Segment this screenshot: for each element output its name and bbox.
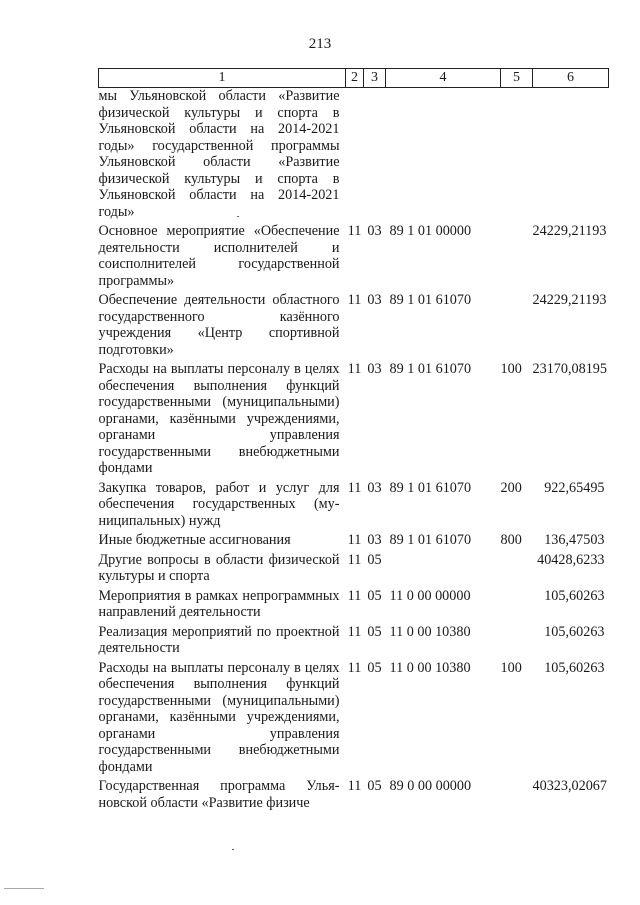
- row-name: Обеспечение деятельности областного государственного казённого учреждения «Центр спортивной подготовки»: [98, 292, 340, 358]
- row-expense-type: 100: [500, 361, 522, 377]
- row-amount: [533, 88, 609, 224]
- row-name: Государственная программа Ульяновской области «Развитие физиче: [98, 778, 340, 811]
- row-expense-type: [501, 552, 533, 588]
- column-header-target-code: 4: [386, 69, 501, 88]
- row-amount: 23170,08195: [532, 361, 607, 377]
- row-section: 11: [347, 659, 362, 676]
- row-expense-type: [501, 292, 533, 361]
- table-row: [99, 361, 609, 480]
- table-row: [99, 532, 609, 552]
- row-subsection: 03: [367, 479, 382, 496]
- row-name: Расходы на выплаты персоналу в целях обеспечения выполнения функций государственными (муниципальными) органами, казёнными учреждениями, органами управления государственными внебюджетными фондами: [98, 361, 340, 476]
- scan-edge-mark: [4, 888, 44, 889]
- table-row: [99, 223, 609, 292]
- row-name: Реализация мероприятий по проектной деятельности: [98, 623, 340, 656]
- row-subsection: 03: [367, 532, 382, 548]
- row-target-code: 89 1 01 61070: [389, 361, 472, 377]
- row-amount: 105,60263: [544, 623, 605, 640]
- row-section: [346, 88, 364, 224]
- row-amount: 105,60263: [544, 587, 605, 604]
- row-section: 11: [347, 551, 362, 568]
- table-row: [99, 88, 609, 224]
- row-amount: 922,65495: [544, 479, 605, 496]
- table-body: [99, 88, 609, 815]
- row-amount: 24229,21193: [532, 223, 607, 239]
- row-name: Закупка товаров, работ и услуг для обеспечения государственных (муниципальных) нужд: [98, 479, 340, 529]
- row-amount: 24229,21193: [532, 292, 607, 308]
- row-expense-type: [501, 88, 533, 224]
- row-section: 11: [347, 623, 362, 640]
- column-header-amount: 6: [533, 69, 609, 88]
- row-expense-type: 100: [500, 659, 522, 676]
- row-subsection: 05: [367, 587, 382, 604]
- row-target-code: [386, 552, 501, 588]
- row-target-code: 11 0 00 00000: [389, 587, 471, 604]
- row-section: 11: [347, 587, 362, 604]
- scan-speck: [237, 216, 239, 217]
- row-subsection: 05: [367, 659, 382, 676]
- table-row: [99, 480, 609, 533]
- row-expense-type: [501, 624, 533, 660]
- column-header-subsection: 3: [364, 69, 386, 88]
- row-subsection: 05: [367, 623, 382, 640]
- column-header-section: 2: [346, 69, 364, 88]
- row-name: Другие вопросы в области физической культуры и спорта: [98, 551, 340, 584]
- row-amount: 40323,02067: [532, 778, 607, 794]
- row-section: 11: [347, 479, 362, 496]
- row-expense-type: 200: [500, 479, 522, 496]
- column-header-row: [99, 69, 609, 88]
- row-subsection: 03: [367, 361, 382, 377]
- row-expense-type: 800: [500, 532, 522, 548]
- row-target-code: 89 1 01 61070: [389, 292, 472, 308]
- row-section: 11: [347, 223, 362, 239]
- row-name: мы Ульяновской области «Развитие физической культуры и спорта в Ульяновской области на 2014-2021 годы» государственной программы Ульяновской области «Развитие физической культуры и спорта в Ульяновской области на 2014-2021 годы»: [98, 88, 340, 220]
- row-subsection: [364, 88, 386, 224]
- row-target-code: 89 1 01 61070: [389, 532, 472, 548]
- table-row: [99, 292, 609, 361]
- row-target-code: 89 1 01 00000: [389, 223, 472, 239]
- row-subsection: 05: [367, 778, 382, 794]
- row-expense-type: [501, 588, 533, 624]
- row-target-code: 89 1 01 61070: [389, 479, 472, 496]
- row-amount: 105,60263: [544, 659, 605, 676]
- row-subsection: 03: [367, 223, 382, 239]
- column-header-expense-type: 5: [501, 69, 533, 88]
- budget-table: [98, 68, 609, 814]
- row-name: Расходы на выплаты персоналу в целях обеспечения выполнения функций государственными (муниципальными) органами, казёнными учреждениями, органами управления государственными внебюджетными фондами: [98, 659, 340, 775]
- row-target-code: 11 0 00 10380: [389, 659, 471, 676]
- row-section: 11: [347, 292, 362, 308]
- row-name: Основное мероприятие «Обеспечение деятельности исполнителей и соисполнителей государственной программы»: [98, 223, 340, 289]
- row-target-code: 89 0 00 00000: [389, 778, 472, 794]
- table-row: [99, 552, 609, 588]
- table-row: [99, 588, 609, 624]
- row-target-code: 11 0 00 10380: [389, 623, 471, 640]
- row-subsection: 03: [367, 292, 382, 308]
- row-name: Мероприятия в рамках непрограммных направлений деятельности: [98, 587, 340, 620]
- table-row: [99, 624, 609, 660]
- row-section: 11: [347, 361, 362, 377]
- row-expense-type: [501, 223, 533, 292]
- row-amount: 40428,6233: [537, 551, 605, 568]
- column-header-name: 1: [99, 69, 346, 88]
- row-name: Иные бюджетные ассигнования: [98, 532, 291, 548]
- row-target-code: [386, 88, 501, 224]
- table-row: [99, 778, 609, 814]
- scan-speck: [232, 849, 234, 850]
- row-amount: 136,47503: [544, 532, 605, 548]
- row-expense-type: [501, 778, 533, 814]
- page-number: 213: [308, 36, 332, 52]
- table-row: [99, 660, 609, 779]
- row-section: 11: [347, 778, 362, 794]
- row-section: 11: [347, 532, 362, 548]
- row-subsection: 05: [367, 551, 382, 568]
